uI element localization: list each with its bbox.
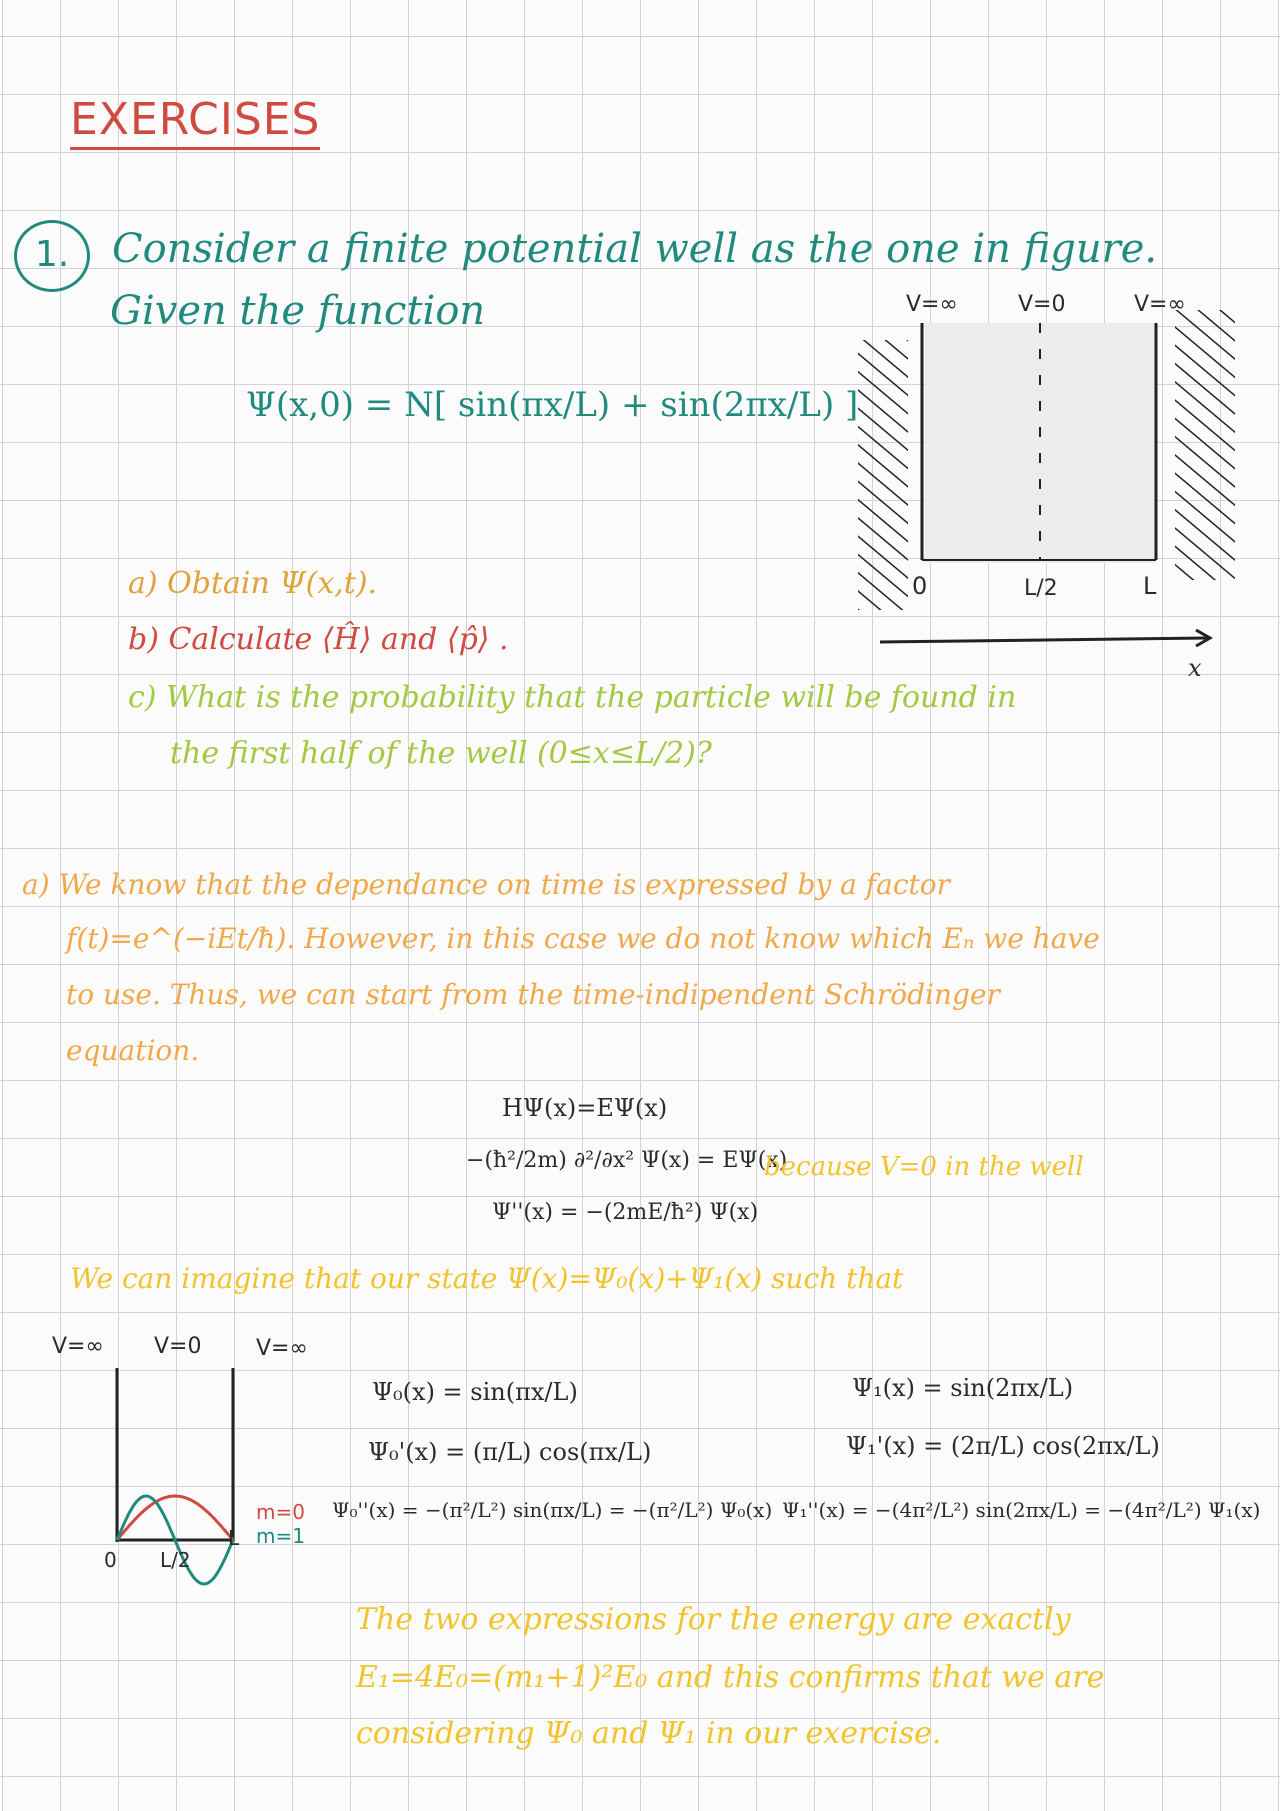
exercise-statement-line1: Consider a finite potential well as the one in figure. <box>112 226 1158 272</box>
initial-wavefunction: Ψ(x,0) = N[ sin(πx/L) + sin(2πx/L) ] <box>246 385 859 425</box>
psi1-eq2: Ψ₁'(x) = (2π/L) cos(2πx/L) <box>846 1432 1160 1460</box>
modes-v-right: V=∞ <box>256 1336 308 1361</box>
solution-line1: a) We know that the dependance on time is expressed by a factor <box>22 868 951 901</box>
well-axis-label: x <box>1188 654 1202 682</box>
exercise-number: 1. <box>14 220 90 292</box>
modes-x-L: L <box>228 1526 240 1550</box>
mode-m1-label: m=1 <box>256 1524 305 1548</box>
exercise-statement-line2: Given the function <box>110 288 486 334</box>
x-axis <box>880 638 1208 642</box>
modes-x-zero: 0 <box>104 1548 117 1572</box>
well-v-left: V=∞ <box>906 292 958 317</box>
conclusion-line1: The two expressions for the energy are exactly <box>356 1602 1071 1637</box>
solution-line2: f(t)=e^(−iEt/ħ). However, in this case we do not know which Eₙ we have <box>66 922 1100 955</box>
question-c-line2: the first half of the well (0≤x≤L/2)? <box>170 736 712 771</box>
question-a: a) Obtain Ψ(x,t). <box>128 566 378 601</box>
well-x-L: L <box>1143 572 1157 600</box>
modes-v-left: V=∞ <box>52 1334 104 1359</box>
solution-line3: to use. Thus, we can start from the time-indipendent Schrödinger <box>66 978 1000 1011</box>
psi0-eq1: Ψ₀(x) = sin(πx/L) <box>372 1378 578 1406</box>
question-b: b) Calculate ⟨Ĥ⟩ and ⟨p̂⟩ . <box>128 622 509 657</box>
schrodinger-eq2: −(ħ²/2m) ∂²/∂x² Ψ(x) = EΨ(x) <box>466 1148 788 1173</box>
psi1-eq1: Ψ₁(x) = sin(2πx/L) <box>852 1374 1074 1402</box>
well-v-right: V=∞ <box>1134 292 1186 317</box>
well-x-zero: 0 <box>912 572 928 600</box>
modes-v-mid: V=0 <box>154 1334 202 1359</box>
right-wall-hatch <box>1175 310 1235 580</box>
schrodinger-eq3: Ψ''(x) = −(2mE/ħ²) Ψ(x) <box>492 1200 759 1225</box>
page-title: EXERCISES <box>70 94 320 150</box>
psi1-eq3: Ψ₁''(x) = −(4π²/L²) sin(2πx/L) = −(4π²/L²) Ψ₁(x) <box>782 1498 1261 1522</box>
psi0-eq3: Ψ₀''(x) = −(π²/L²) sin(πx/L) = −(π²/L²) Ψ₀(x) <box>332 1498 773 1522</box>
conclusion-line3: considering Ψ₀ and Ψ₁ in our exercise. <box>356 1716 942 1751</box>
well-x-half: L/2 <box>1024 576 1058 601</box>
conclusion-line2: E₁=4E₀=(m₁+1)²E₀ and this confirms that we are <box>356 1660 1105 1695</box>
well-v-mid: V=0 <box>1018 292 1066 317</box>
question-c-line1: c) What is the probability that the particle will be found in <box>128 680 1017 715</box>
psi0-eq2: Ψ₀'(x) = (π/L) cos(πx/L) <box>368 1438 652 1466</box>
modes-x-half: L/2 <box>160 1548 191 1572</box>
solution-line4: equation. <box>66 1034 200 1067</box>
left-wall-hatch <box>858 340 908 610</box>
state-decomposition: We can imagine that our state Ψ(x)=Ψ₀(x)+Ψ₁(x) such that <box>70 1262 904 1295</box>
because-note: because V=0 in the well <box>764 1152 1084 1182</box>
mode-m0-label: m=0 <box>256 1500 305 1524</box>
schrodinger-eq1: HΨ(x)=EΨ(x) <box>502 1094 668 1122</box>
